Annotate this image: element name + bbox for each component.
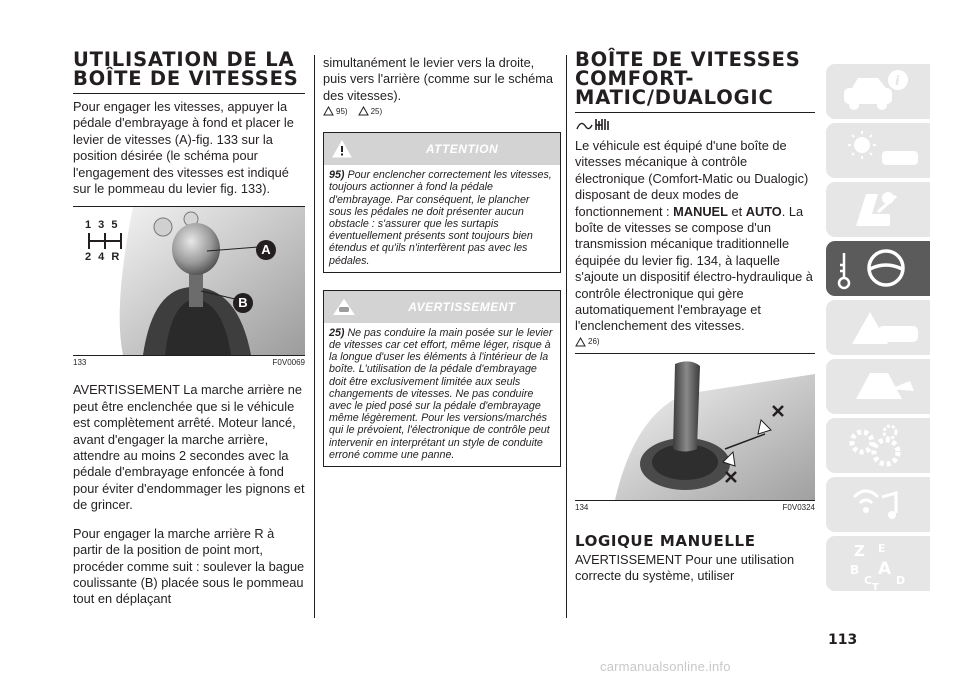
attention-text: Pour enclencher correctement les vitesses, toujours actionner à fond la pédale d'embrayage. Par conséquent, le plancher sous les pédales ne doit présenter aucun obstacle : s'assurer que les surtapis éventuellement présents sont toujours bien étendus et qu'ils n'interfèrent pas avec les pédales.	[329, 169, 552, 267]
paragraph-engage-gears: Pour engager les vitesses, appuyer la pédale d'embrayage à fond et placer le levier de vitesses (A)-fig. 133 sur la position désirée (le schéma pour l'engagement des vitesses est indiqué sur le pommeau du levier fig. 133).	[73, 99, 294, 197]
reference-25: 25)	[358, 106, 383, 116]
gear-pattern-icon	[85, 231, 129, 251]
reference-marks	[323, 106, 561, 116]
tab-car-service[interactable]	[826, 359, 930, 414]
callout-a: A	[256, 240, 276, 260]
svg-text:B: B	[850, 563, 860, 577]
attention-number: 95)	[329, 169, 345, 182]
paragraph-reverse-procedure-cont: simultanément le levier vers la droite, puis vers l'arrière (comme sur le schéma des vitesses).	[323, 55, 554, 103]
section-heading-gearbox-use: UTILISATION DE LA BOÎTE DE VITESSES	[73, 50, 305, 94]
key-steering-wheel-icon	[826, 241, 930, 296]
svg-text:Z: Z	[854, 542, 865, 560]
car-warning-icon	[826, 300, 930, 355]
watermark: carmanualsonline.info	[600, 659, 731, 674]
warning-title: AVERTISSEMENT	[408, 299, 516, 314]
paragraph-comfort-matic: Le véhicule est équipé d'une boîte de vitesses mécanique à contrôle électronique (Comfort-Matic ou Dualogic) disposant de deux modes de fonctionnement : MANUEL et AUTO. La boîte de vitesses se compose d'un transmission mécanique traditionnelle équipée du levier fig. 134, à laquelle s'ajoute un dispositif électro-hydraulique à contrôle électronique qui gère automatiquement l'embrayage et l'enclenchement des vitesses.	[575, 138, 813, 334]
callout-b: B	[233, 293, 253, 313]
figure-134-dualogic-lever	[575, 353, 815, 501]
attention-header	[324, 133, 560, 165]
tab-car-warning[interactable]	[826, 300, 930, 355]
warning-body	[324, 323, 560, 466]
tab-car-info[interactable]	[826, 64, 930, 119]
page-number: 113	[828, 632, 858, 648]
column-divider	[566, 55, 567, 618]
comfort-matic-symbol-icon	[575, 117, 611, 133]
column-3	[575, 50, 815, 585]
svg-text:E: E	[878, 542, 886, 555]
attention-box	[323, 132, 561, 273]
section-heading-comfort-matic: BOÎTE DE VITESSES COMFORT-MATIC/DUALOGIC	[575, 50, 815, 113]
tab-dashboard-lights[interactable]	[826, 123, 930, 178]
figure-133-gear-lever	[73, 206, 305, 356]
column-2	[323, 50, 561, 467]
gear-pattern-bottom: 2 4 R	[85, 251, 122, 264]
seat-airbag-icon	[826, 182, 930, 237]
tab-seat-airbag[interactable]	[826, 182, 930, 237]
multimedia-icon	[826, 477, 930, 532]
tab-multimedia[interactable]	[826, 477, 930, 532]
car-warning-small-icon	[575, 337, 586, 347]
svg-text:C: C	[864, 574, 873, 587]
alphabet-index-icon	[826, 536, 930, 591]
tab-index[interactable]	[826, 536, 930, 591]
attention-title: ATTENTION	[425, 142, 499, 157]
svg-text:T: T	[872, 582, 879, 591]
car-service-icon	[826, 359, 930, 414]
mode-manual: MANUEL	[673, 203, 728, 219]
figure-code: F0V0324	[782, 502, 815, 512]
gears-icon	[826, 418, 930, 473]
figure-number: 134	[575, 502, 589, 512]
car-warning-small-icon	[358, 106, 369, 116]
warning-box	[323, 290, 561, 467]
warning-text: Ne pas conduire la main posée sur le levier de vitesses car cet effort, même léger, risque à la longue d'user les éléments à l'intérieur de la boîte. L'utilisation de la pédale d'embrayage doit être exclusivement limitée aux seuls changements de vitesses. Ne pas conduire avec le pied posé sur la pédale d'embrayage même légèrement. Pour les versions/marchés qui le prévoient, l'électronique de contrôle peut intervenir en interprétant un style de conduite erroné comme une panne.	[329, 326, 553, 461]
warning-header	[324, 291, 560, 323]
paragraph-manual-logic: AVERTISSEMENT Pour une utilisation correcte du système, utiliser	[575, 551, 795, 584]
svg-text:i: i	[895, 74, 900, 89]
figure-code: F0V0069	[272, 358, 305, 368]
column-divider	[314, 55, 315, 618]
mode-auto: AUTO	[745, 203, 782, 219]
reference-95: 95)	[323, 106, 348, 116]
reference-26: 26)	[575, 337, 600, 347]
svg-text:D: D	[896, 574, 906, 587]
dashboard-lights-icon	[826, 123, 930, 178]
reference-marks	[575, 337, 815, 347]
paragraph-reverse-procedure: Pour engager la marche arrière R à partir de la position de point mort, procéder comme suit : soulever la bague coulissante (B) placée sous le pommeau tout en déplaçant	[73, 525, 305, 607]
figure-134-caption	[575, 501, 815, 512]
warning-triangle-icon	[323, 106, 334, 116]
figure-number: 133	[73, 358, 87, 368]
warning-number: 25)	[329, 326, 345, 339]
figure-133-caption	[73, 356, 305, 367]
car-info-icon	[826, 64, 930, 119]
subheading-manual-logic: LOGIQUE MANUELLE	[575, 531, 756, 550]
chapter-tabs	[826, 64, 930, 595]
tab-starting-driving[interactable]	[826, 241, 930, 296]
paragraph-reverse-warning: AVERTISSEMENT La marche arrière ne peut être enclenchée que si le véhicule est complètement arrêté. Moteur lancé, avant d'engager la marche arrière, attendre au moins 2 secondes avec la pédale d'embrayage enfoncée à fond pour éviter d'endommager les pignons et de grincer.	[73, 382, 305, 513]
column-1	[73, 50, 305, 608]
tab-maintenance[interactable]	[826, 418, 930, 473]
svg-text:A: A	[878, 559, 892, 579]
gear-pattern-top: 1 3 5	[85, 219, 120, 232]
dualogic-lever-illustration	[575, 354, 815, 500]
attention-body	[324, 165, 560, 272]
